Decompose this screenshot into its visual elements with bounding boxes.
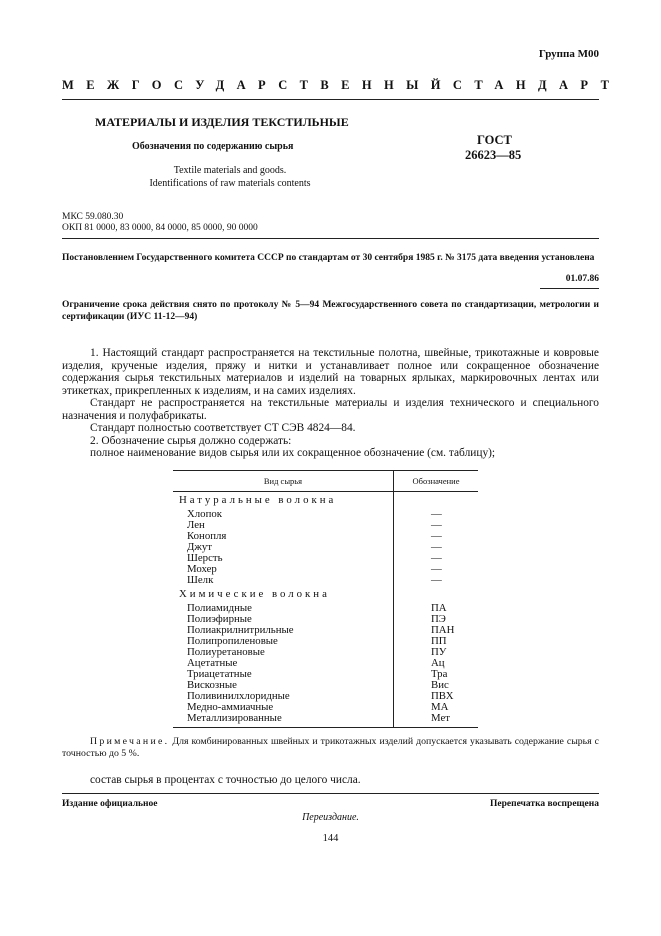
classification-codes	[62, 212, 258, 234]
material-name: Полипропиленовые	[173, 636, 394, 647]
material-name: Поливинилхлоридные	[173, 691, 394, 702]
material-code: ПАН	[431, 624, 455, 636]
material-name: Конопля	[173, 531, 394, 542]
category-row-natural	[173, 492, 478, 508]
table-header-row	[173, 471, 478, 492]
table-row	[173, 575, 478, 586]
material-code: —	[431, 563, 442, 575]
reissue-note: Переиздание.	[302, 812, 359, 823]
table-row	[173, 713, 478, 728]
material-code: —	[431, 508, 442, 520]
body-section-1	[62, 347, 599, 397]
english-title-line1: Textile materials and goods.	[173, 165, 287, 176]
paragraph-exclusions: Стандарт не распространяется на текстильные материалы и изделия технического и специального назначения и полуфабрикаты.	[62, 397, 599, 422]
okp-code: ОКП 81 0000, 83 0000, 84 0000, 85 0000, 90 0000	[62, 223, 258, 233]
material-code: —	[431, 519, 442, 531]
composition-line: состав сырья в процентах с точностью до целого числа.	[90, 774, 361, 786]
codes-rule	[62, 238, 599, 239]
material-code: —	[431, 574, 442, 586]
paragraph-conformity: Стандарт полностью соответствует СТ СЭВ 4824—84.	[90, 422, 356, 435]
paragraph-full-name: полное наименование видов сырья или их сокращенное обозначение (см. таблицу);	[90, 447, 496, 460]
col-header-material: Вид сырья	[173, 471, 394, 492]
raw-materials-table	[173, 470, 478, 728]
date-underline	[540, 288, 599, 289]
material-name: Вискозные	[173, 680, 394, 691]
english-title-line2: Identifications of raw materials contents	[149, 178, 311, 189]
material-code: Ац	[431, 657, 445, 669]
material-code: ПП	[431, 635, 447, 647]
material-name: Хлопок	[173, 507, 394, 520]
gost-designation	[465, 133, 521, 163]
material-name: Полиэфирные	[173, 614, 394, 625]
material-name: Полиакрилнитрильные	[173, 625, 394, 636]
gost-label: ГОСТ	[477, 133, 512, 147]
material-name: Триацетатные	[173, 669, 394, 680]
introduction-date: 01.07.86	[565, 274, 599, 284]
page-number: 144	[322, 833, 339, 844]
col-header-code: Обозначение	[394, 471, 479, 492]
english-title	[130, 164, 330, 190]
document-subtitle: Обозначения по содержанию сырья	[132, 141, 294, 152]
banner-word-interstate: МЕЖГОСУДАРСТВЕННЫЙ	[62, 78, 453, 92]
note-label: Примечание.	[90, 736, 170, 747]
material-code: ПУ	[431, 646, 447, 658]
material-name: Мохер	[173, 564, 394, 575]
material-name: Медно-аммиачные	[173, 702, 394, 713]
material-name: Шелк	[173, 575, 394, 586]
material-name: Шерсть	[173, 553, 394, 564]
material-name: Полиамидные	[173, 601, 394, 614]
material-code: Вис	[431, 679, 449, 691]
paragraph-designation: 2. Обозначение сырья должно содержать:	[90, 434, 292, 447]
reprint-forbidden: Перепечатка воспрещена	[489, 799, 599, 809]
material-code: ПВХ	[431, 690, 454, 702]
category-chemical: Химические волокна	[173, 586, 394, 601]
material-code: Мет	[394, 713, 479, 728]
material-name: Полиуретановые	[173, 647, 394, 658]
material-name: Джут	[173, 542, 394, 553]
body-section-2	[62, 397, 599, 460]
document-title: МАТЕРИАЛЫ И ИЗДЕЛИЯ ТЕКСТИЛЬНЫЕ	[95, 115, 349, 129]
material-code: —	[431, 552, 442, 564]
material-code: МА	[431, 701, 449, 713]
material-code: —	[431, 541, 442, 553]
paragraph-scope: 1. Настоящий стандарт распространяется на текстильные полотна, швейные, трикотажные и ковровые изделия, крученые изделия, пряжу и нитки и устанавливает полное или сокращенное обозначение содержания сырья текстильных материалов и изделий на товарных ярлыках, маркировочных лентах или этикетках, прикрепленных к изделиям, и на самих изделиях.	[62, 347, 599, 397]
category-row-chemical	[173, 586, 478, 601]
group-code: Группа М00	[538, 48, 599, 60]
material-code: ПА	[431, 602, 447, 614]
table-note	[62, 736, 599, 760]
mks-code: МКС 59.080.30	[62, 212, 124, 222]
limitation-text: Ограничение срока действия снято по протоколу № 5—94 Межгосударственного совета по стандартизации, метрологии и сертификации (ИУС 11-12—94)	[62, 300, 599, 322]
top-rule	[62, 99, 599, 100]
material-name: Лен	[173, 520, 394, 531]
standard-banner	[62, 78, 622, 93]
material-name: Металлизированные	[173, 713, 394, 728]
footer-rule	[62, 793, 599, 794]
material-code: ПЭ	[431, 613, 446, 625]
material-name: Ацетатные	[173, 658, 394, 669]
material-code: Тра	[431, 668, 448, 680]
decree-text: Постановлением Государственного комитета СССР по стандартам от 30 сентября 1985 г. № 3175 дата введения установлена	[62, 253, 595, 263]
material-code: —	[431, 530, 442, 542]
category-natural: Натуральные волокна	[173, 492, 394, 508]
gost-number: 26623—85	[465, 148, 522, 162]
banner-word-standard: СТАНДАРТ	[452, 78, 622, 92]
note-text: Для комбинированных швейных и трикотажных изделий допускается указывать содержание сырья с точностью до 5 %.	[62, 736, 599, 759]
official-edition: Издание официальное	[62, 799, 158, 809]
